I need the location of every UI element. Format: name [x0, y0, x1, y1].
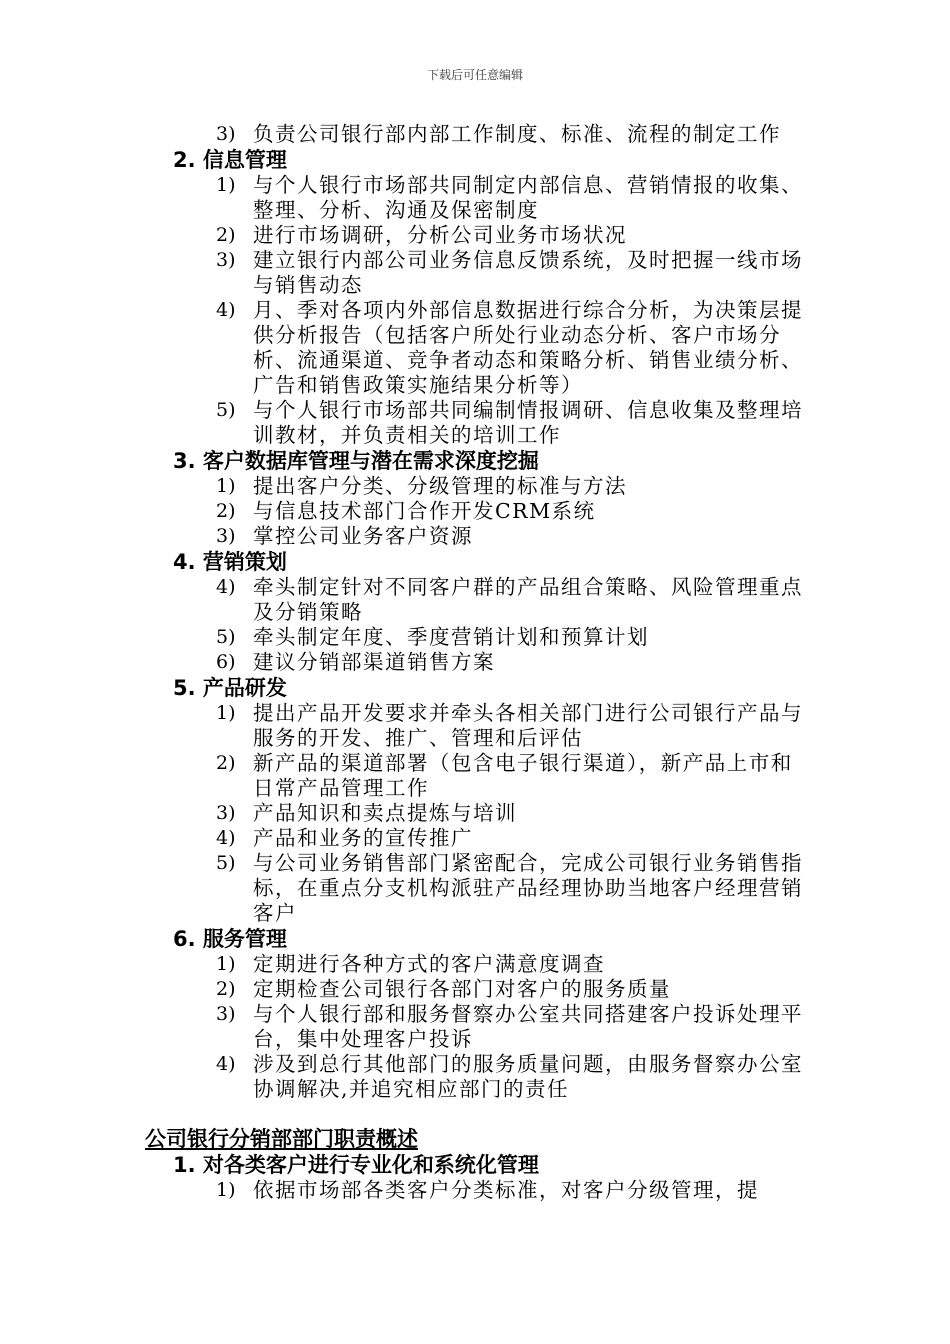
list-item-text: 建议分销部渠道销售方案 [253, 650, 495, 674]
list-item-number: 4) [216, 299, 236, 321]
list-item [0, 173, 813, 223]
list-item-text: 进行市场调研，分析公司业务市场状况 [253, 223, 627, 247]
list-item-text: 产品知识和卖点提炼与培训 [253, 801, 517, 825]
list-item-text: 与个人银行部和服务督察办公室共同搭建客户投诉处理平台，集中处理客户投诉 [253, 1002, 803, 1051]
list-item-number: 3) [216, 123, 236, 145]
list-item-text: 与公司业务销售部门紧密配合，完成公司银行业务销售指标，在重点分支机构派驻产品经理协助当地客户经理营销客户 [253, 851, 803, 925]
list-item-text: 提出产品开发要求并牵头各相关部门进行公司银行产品与服务的开发、推广、管理和后评估 [253, 701, 803, 750]
list-item [0, 575, 813, 625]
list-item-text: 掌控公司业务客户资源 [253, 524, 473, 548]
list-item-number: 5) [216, 852, 236, 874]
list-item [0, 650, 813, 675]
list-item-number: 4) [216, 1053, 236, 1075]
list-item-text: 与信息技术部门合作开发CRM系统 [253, 499, 596, 523]
list-item [0, 122, 813, 147]
list-item [0, 398, 813, 448]
section-heading: 5. 产品研发 [173, 676, 287, 700]
list-item [0, 1052, 813, 1102]
list-item-number: 2) [216, 500, 236, 522]
list-item [0, 751, 813, 801]
list-item [0, 625, 813, 650]
list-item-number: 3) [216, 249, 236, 271]
list-item [0, 248, 813, 298]
section-heading: 2. 信息管理 [173, 148, 287, 172]
list-item-text: 牵头制定年度、季度营销计划和预算计划 [253, 625, 649, 649]
list-item-number: 3) [216, 1003, 236, 1025]
section-heading: 3. 客户数据库管理与潜在需求深度挖掘 [173, 449, 539, 473]
list-item-text: 牵头制定针对不同客户群的产品组合策略、风险管理重点及分销策略 [253, 575, 803, 624]
list-item [0, 952, 813, 977]
header-watermark: 下载后可任意编辑 [426, 68, 523, 82]
list-item-text: 与个人银行市场部共同制定内部信息、营销情报的收集、整理、分析、沟通及保密制度 [253, 173, 803, 222]
list-item-text: 涉及到总行其他部门的服务质量问题，由服务督察办公室协调解决,并追究相应部门的责任 [253, 1052, 803, 1101]
department-title: 公司银行分销部部门职责概述 [145, 1127, 418, 1151]
list-item [0, 499, 813, 524]
list-item [0, 524, 813, 549]
list-item-text: 依据市场部各类客户分类标准，对客户分级管理，提 [253, 1178, 759, 1202]
list-item-text: 产品和业务的宣传推广 [253, 826, 473, 850]
list-item-number: 1) [216, 174, 236, 196]
list-item [0, 826, 813, 851]
list-item-number: 6) [216, 651, 236, 673]
list-item-number: 4) [216, 827, 236, 849]
section-heading: 6. 服务管理 [173, 927, 287, 951]
list-item-text: 月、季对各项内外部信息数据进行综合分析，为决策层提供分析报告（包括客户所处行业动态分析、客户市场分析、流通渠道、竞争者动态和策略分析、销售业绩分析、广告和销售政策实施结果分析等） [253, 298, 803, 397]
list-item [0, 701, 813, 751]
list-item [0, 474, 813, 499]
list-item-text: 定期进行各种方式的客户满意度调查 [253, 952, 605, 976]
list-item [0, 977, 813, 1002]
list-item [0, 1178, 813, 1203]
list-item-text: 与个人银行市场部共同编制情报调研、信息收集及整理培训教材，并负责相关的培训工作 [253, 398, 803, 447]
list-item-text: 负责公司银行部内部工作制度、标准、流程的制定工作 [253, 122, 781, 146]
list-item [0, 298, 813, 398]
list-item-text: 新产品的渠道部署（包含电子银行渠道），新产品上市和日常产品管理工作 [253, 751, 793, 800]
list-item [0, 801, 813, 826]
list-item-number: 1) [216, 1179, 236, 1201]
list-item-number: 2) [216, 752, 236, 774]
list-item [0, 851, 813, 926]
list-item-text: 定期检查公司银行各部门对客户的服务质量 [253, 977, 671, 1001]
list-item [0, 1002, 813, 1052]
list-item-text: 提出客户分类、分级管理的标准与方法 [253, 474, 627, 498]
list-item-number: 2) [216, 978, 236, 1000]
list-item-number: 1) [216, 702, 236, 724]
list-item-number: 3) [216, 802, 236, 824]
list-item-number: 4) [216, 576, 236, 598]
section-heading: 1. 对各类客户进行专业化和系统化管理 [173, 1153, 539, 1177]
list-item-number: 2) [216, 224, 236, 246]
document-body [0, 122, 950, 1203]
list-item-number: 5) [216, 626, 236, 648]
list-item-number: 1) [216, 475, 236, 497]
list-item-number: 1) [216, 953, 236, 975]
list-item-number: 5) [216, 399, 236, 421]
list-item-number: 3) [216, 525, 236, 547]
list-item-text: 建立银行内部公司业务信息反馈系统，及时把握一线市场与销售动态 [253, 248, 803, 297]
section-heading: 4. 营销策划 [173, 550, 287, 574]
list-item [0, 223, 813, 248]
spacer [0, 1102, 950, 1126]
